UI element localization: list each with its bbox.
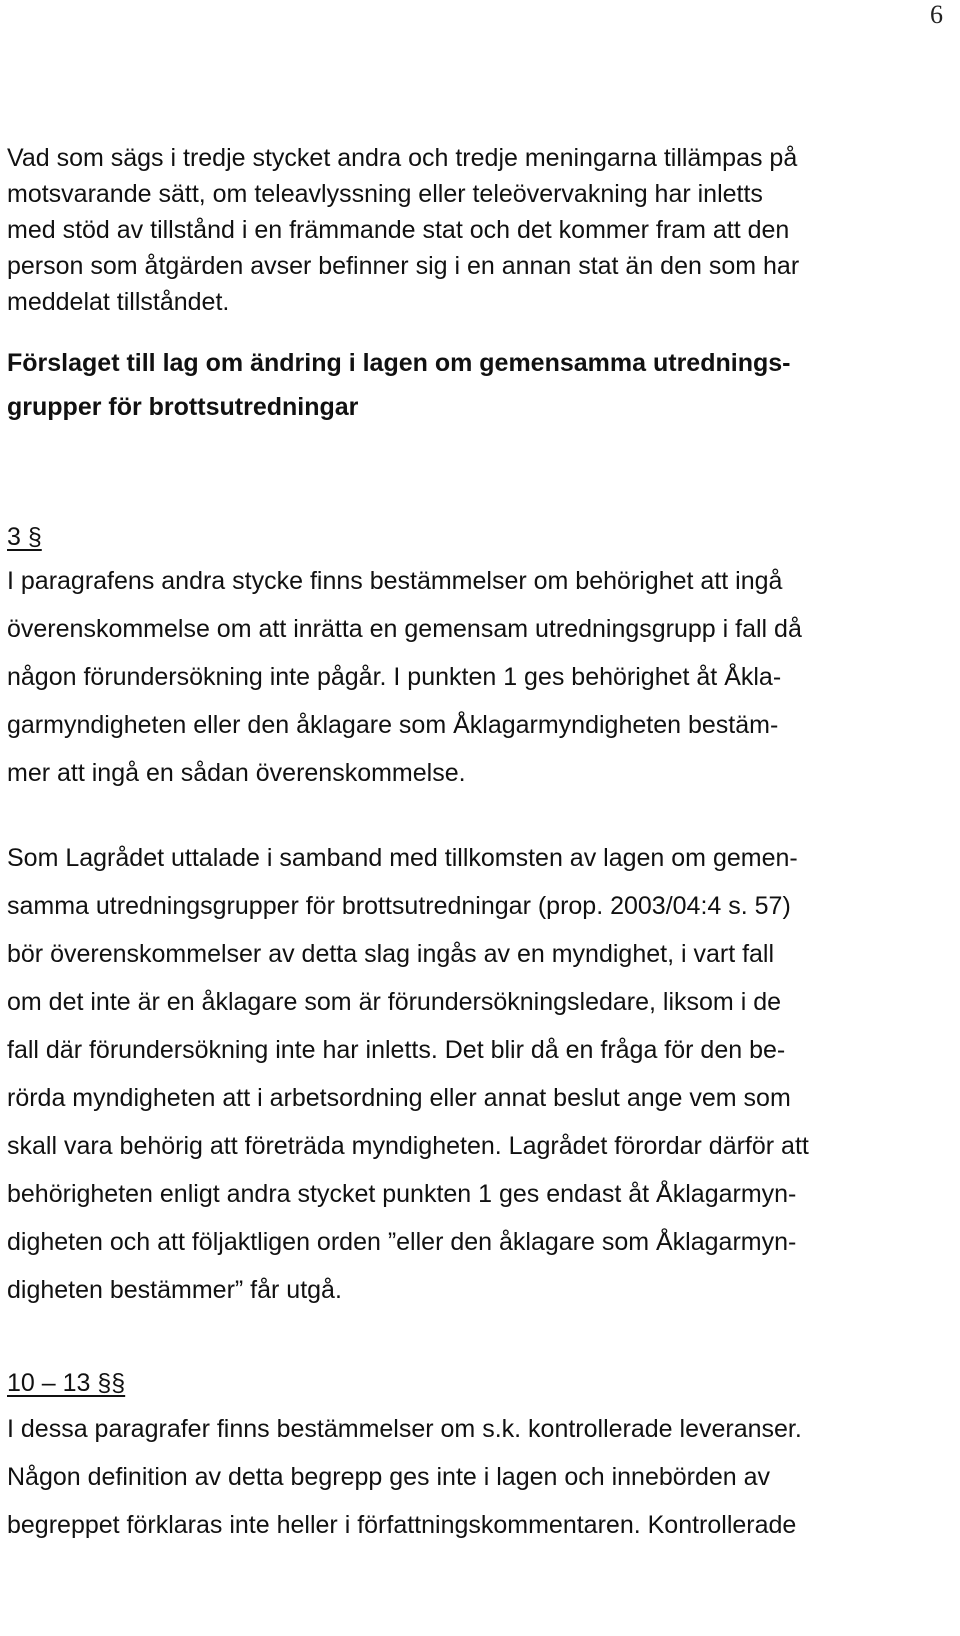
text-line: I paragrafens andra stycke finns bestämmelser om behörighet att ingå (7, 567, 783, 595)
paragraph-intro (7, 140, 947, 320)
section-heading (7, 341, 947, 429)
text-line: skall vara behörig att företräda myndigheten. Lagrådet förordar därför att (7, 1132, 809, 1160)
text-line: bör överenskommelser av detta slag ingås av en myndighet, i vart fall (7, 940, 775, 968)
text-line: fall där förundersökning inte har inletts. Det blir då en fråga för den be- (7, 1036, 786, 1064)
text-line: samma utredningsgrupper för brottsutredningar (prop. 2003/04:4 s. 57) (7, 892, 791, 920)
text-line: begreppet förklaras inte heller i författningskommentaren. Kontrollerade (7, 1511, 797, 1539)
page-number: 6 (930, 0, 943, 29)
paragraph-section-10-13 (7, 1405, 947, 1549)
document-body (7, 140, 947, 1549)
text-line: I dessa paragrafer finns bestämmelser om s.k. kontrollerade leveranser. (7, 1415, 802, 1443)
text-line: behörigheten enligt andra stycket punkten 1 ges endast åt Åklagarmyn- (7, 1180, 797, 1208)
heading-line: grupper för brottsutredningar (7, 393, 359, 421)
text-line: överenskommelse om att inrätta en gemensam utredningsgrupp i fall då (7, 615, 802, 643)
text-line: med stöd av tillstånd i en främmande stat och det kommer fram att den (7, 216, 790, 244)
paragraph-lagradet (7, 834, 947, 1314)
paragraph-section-3 (7, 557, 947, 797)
section-label-text: 10 – 13 §§ (7, 1369, 126, 1397)
text-line: meddelat tillståndet. (7, 288, 230, 316)
text-line: garmyndigheten eller den åklagare som Åklagarmyndigheten bestäm- (7, 711, 779, 739)
section-label-3 (7, 517, 947, 557)
text-line: motsvarande sätt, om teleavlyssning eller teleövervakning har inletts (7, 180, 763, 208)
text-line: Vad som sägs i tredje stycket andra och tredje meningarna tillämpas på (7, 144, 798, 172)
text-line: digheten bestämmer” får utgå. (7, 1276, 342, 1304)
text-line: mer att ingå en sådan överenskommelse. (7, 759, 466, 787)
text-line: rörda myndigheten att i arbetsordning eller annat beslut ange vem som (7, 1084, 791, 1112)
text-line: person som åtgärden avser befinner sig i en annan stat än den som har (7, 252, 800, 280)
text-line: om det inte är en åklagare som är förundersökningsledare, liksom i de (7, 988, 782, 1016)
text-line: Som Lagrådet uttalade i samband med tillkomsten av lagen om gemen- (7, 844, 798, 872)
text-line: digheten och att följaktligen orden ”eller den åklagare som Åklagarmyn- (7, 1228, 797, 1256)
text-line: Någon definition av detta begrepp ges inte i lagen och innebörden av (7, 1463, 771, 1491)
section-label-10-13 (7, 1363, 947, 1403)
heading-line: Förslaget till lag om ändring i lagen om gemensamma utrednings- (7, 349, 791, 377)
text-line: någon förundersökning inte pågår. I punkten 1 ges behörighet åt Åkla- (7, 663, 782, 691)
section-label-text: 3 § (7, 523, 42, 551)
